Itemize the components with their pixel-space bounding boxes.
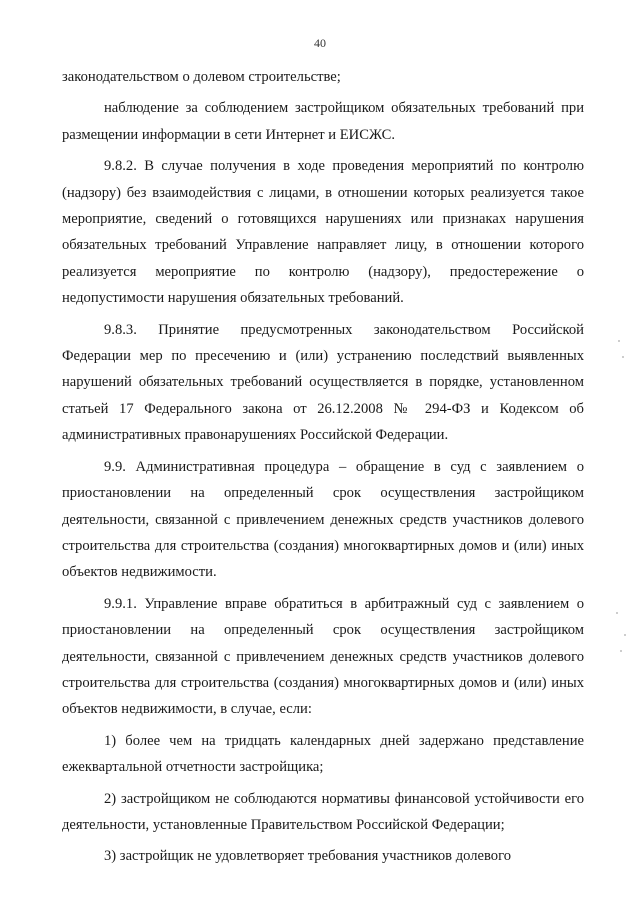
paragraph-continuation: законодательством о долевом строительстве; — [62, 69, 341, 85]
scan-speck — [624, 634, 626, 636]
document-body — [62, 64, 584, 875]
list-item-3: 3) застройщик не удовлетворяет требования участников долевого — [104, 848, 512, 865]
page-number: 40 — [314, 36, 326, 50]
paragraph-9-9-1: 9.9.1. Управление вправе обратиться в арбитражный суд с заявлением о приостановлении на определенный срок осуществления застройщиком деятельности, связанной с привлечением денежных средств участников долевого строительства для строительства (создания) многоквартирных домов и (или) иных объектов недвижимости, в случае, если: — [62, 595, 584, 718]
paragraph-9-9: 9.9. Административная процедура – обращение в суд с заявлением о приостановлении на определенный срок осуществления застройщиком деятельности, связанной с привлечением денежных средств участников долевого строительства для строительства (создания) многоквартирных домов и (или) иных объектов недвижимости. — [62, 458, 584, 581]
list-item-1: 1) более чем на тридцать календарных дней задержано представление ежеквартальной отчетности застройщика; — [62, 732, 584, 776]
scan-speck — [616, 612, 618, 614]
scan-speck — [622, 356, 624, 358]
scan-speck — [618, 340, 620, 342]
paragraph-9-8-2: 9.8.2. В случае получения в ходе проведения мероприятий по контролю (надзору) без взаимодействия с лицами, в отношении которых реализуется такое мероприятие, сведений о готовящихся нарушениях или признаках нарушения обязательных требований Управление направляет лицу, в отношении которого реализуется мероприятие по контролю (надзору), предостережение о недопустимости нарушения обязательных требований. — [62, 158, 584, 307]
scan-speck — [620, 650, 622, 652]
list-item-2: 2) застройщиком не соблюдаются нормативы финансовой устойчивости его деятельности, установленные Правительством Российской Федерации; — [62, 790, 584, 833]
paragraph-9-8-3: 9.8.3. Принятие предусмотренных законодательством Российской Федерации мер по пресечению и (или) устранению последствий выявленных нарушений обязательных требований осуществляется в порядке, установленном статьей 17 Федерального закона от 26.12.2008 № 294-ФЗ и Кодексом об административных правонарушениях Российской Федерации. — [62, 321, 584, 444]
paragraph-monitoring-eiszhs: наблюдение за соблюдением застройщиком обязательных требований при размещении информации в сети Интернет и ЕИСЖС. — [62, 100, 584, 143]
